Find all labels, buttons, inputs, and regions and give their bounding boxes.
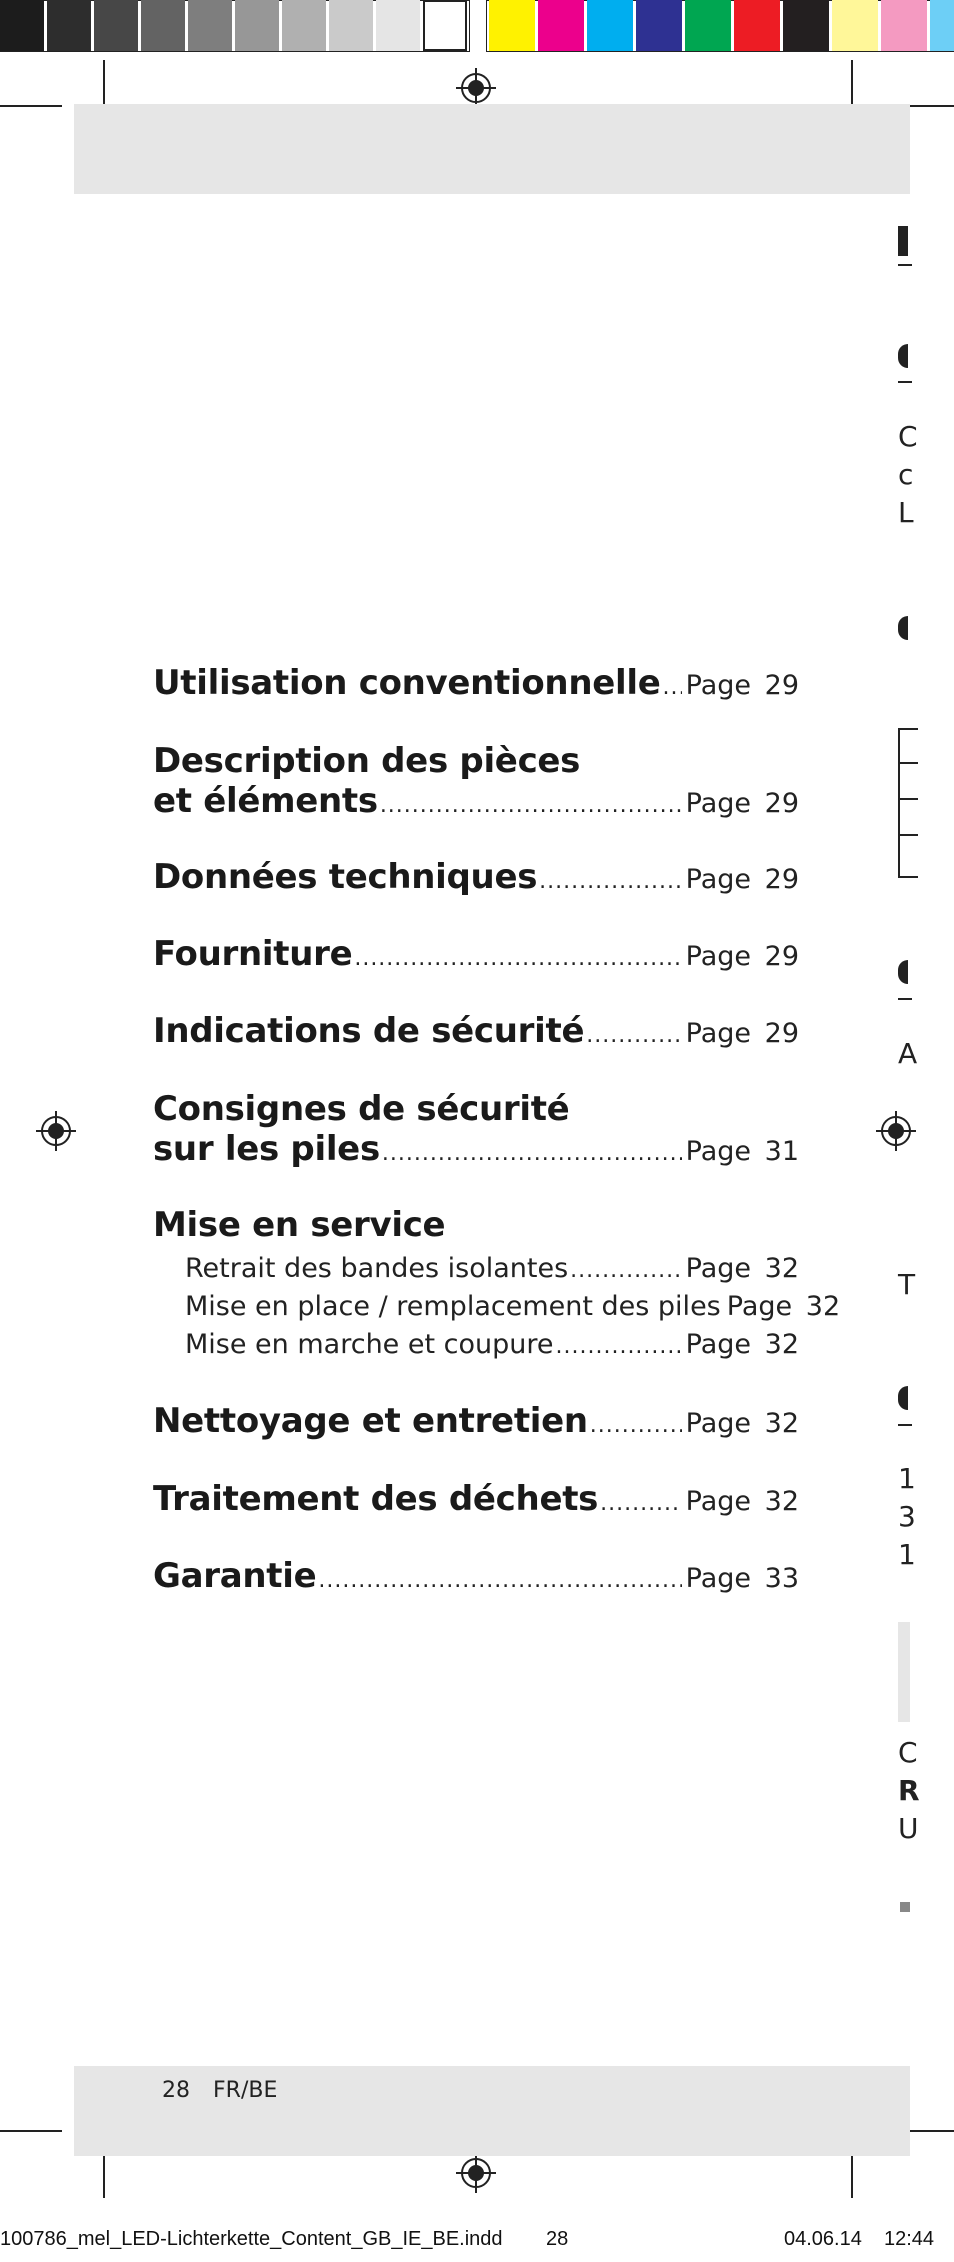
edge-heading-block xyxy=(898,616,908,640)
edge-text: C xyxy=(898,420,918,453)
color-swatch xyxy=(832,0,878,51)
gray-swatch xyxy=(0,0,44,51)
toc-title: Description des pièces xyxy=(153,741,581,781)
toc-entry[interactable] xyxy=(153,1011,799,1051)
leader-dots xyxy=(380,793,682,818)
page-number: 29 xyxy=(764,788,799,819)
color-swatch xyxy=(587,0,633,51)
crop-mark xyxy=(103,60,105,110)
edge-text: U xyxy=(898,1812,919,1845)
toc-title: Données techniques xyxy=(153,857,538,897)
edge-text: L xyxy=(898,496,914,529)
color-swatch xyxy=(538,0,584,51)
edge-text: 1 xyxy=(898,1462,916,1495)
toc-title-continued: sur les piles xyxy=(153,1129,380,1169)
edge-bullet xyxy=(900,1902,910,1912)
toc-subtitle: Retrait des bandes isolantes xyxy=(185,1253,569,1284)
toc-title: Consignes de sécurité xyxy=(153,1089,570,1129)
gray-swatch xyxy=(235,0,279,51)
toc-entry[interactable] xyxy=(153,1401,799,1441)
page-number: 33 xyxy=(764,1563,799,1594)
gray-swatch xyxy=(376,0,420,51)
leader-dots xyxy=(590,1413,682,1438)
page-label: Page xyxy=(685,1018,751,1049)
page-label: Page xyxy=(685,1563,751,1594)
edge-text: T xyxy=(898,1268,916,1301)
gray-swatch xyxy=(94,0,138,51)
page-number: 32 xyxy=(764,1253,799,1284)
locale-label: FR/BE xyxy=(213,2078,278,2103)
page-number: 29 xyxy=(764,1018,799,1049)
toc-title: Mise en service xyxy=(153,1205,446,1245)
color-swatch xyxy=(881,0,927,51)
gray-swatch xyxy=(282,0,326,51)
leader-dots xyxy=(586,1023,681,1048)
edge-shaded-box xyxy=(898,1622,910,1722)
color-swatch xyxy=(783,0,829,51)
toc-subtitle: Mise en place / remplacement des piles xyxy=(185,1291,721,1322)
toc-subentry[interactable] xyxy=(153,1329,799,1360)
edge-text: 3 xyxy=(898,1500,916,1533)
page-number-footer: 28 xyxy=(162,2078,190,2103)
gray-swatch xyxy=(188,0,232,51)
page-number: 29 xyxy=(764,941,799,972)
registration-mark-icon xyxy=(36,1111,76,1151)
color-swatch xyxy=(636,0,682,51)
gray-swatch xyxy=(423,0,467,51)
leader-dots xyxy=(354,946,681,971)
toc-subentry[interactable] xyxy=(153,1253,799,1284)
crop-mark xyxy=(0,105,62,107)
leader-dots xyxy=(382,1141,682,1166)
gray-swatch xyxy=(47,0,91,51)
edge-rule xyxy=(898,998,912,1000)
header-band xyxy=(74,104,910,194)
edge-table-cell xyxy=(898,800,918,836)
edge-text: c xyxy=(898,458,914,491)
toc-entry[interactable] xyxy=(153,1205,799,1245)
toc-title: Fourniture xyxy=(153,934,353,974)
toc-entry[interactable] xyxy=(153,1089,799,1169)
crop-mark xyxy=(0,2130,62,2132)
toc-entry[interactable] xyxy=(153,934,799,974)
color-swatch xyxy=(930,0,954,51)
edge-rule xyxy=(898,1424,912,1426)
leader-dots xyxy=(318,1568,681,1593)
page-number: 29 xyxy=(764,864,799,895)
registration-mark-icon xyxy=(876,1111,916,1151)
edge-table-cell xyxy=(898,836,918,878)
page-label: Page xyxy=(726,1291,793,1322)
page-number: 32 xyxy=(764,1408,799,1439)
crop-mark xyxy=(851,60,853,110)
edge-heading-block xyxy=(898,1386,908,1410)
leader-dots xyxy=(600,1491,682,1516)
toc-entry[interactable] xyxy=(153,663,799,703)
page-label: Page xyxy=(685,941,751,972)
page-number: 31 xyxy=(764,1136,799,1167)
toc-entry[interactable] xyxy=(153,857,799,897)
leader-dots xyxy=(570,1258,681,1283)
toc-entry[interactable] xyxy=(153,1556,799,1596)
toc-title: Traitement des déchets xyxy=(153,1479,599,1519)
edge-text: R xyxy=(898,1774,920,1807)
color-swatch xyxy=(489,0,535,51)
slug-time: 12:44 xyxy=(884,2228,935,2250)
edge-text: C xyxy=(898,1736,918,1769)
edge-table-cell xyxy=(898,728,918,764)
page-number: 32 xyxy=(764,1329,799,1360)
edge-heading-block xyxy=(898,226,908,256)
slug-date: 04.06.14 xyxy=(784,2228,862,2250)
page-label: Page xyxy=(685,1486,751,1517)
toc-title: Garantie xyxy=(153,1556,317,1596)
toc-subtitle: Mise en marche et coupure xyxy=(185,1329,554,1360)
gray-swatch xyxy=(329,0,373,51)
page-label: Page xyxy=(685,1408,751,1439)
page-number: 32 xyxy=(764,1486,799,1517)
leader-dots xyxy=(539,869,681,894)
page-label: Page xyxy=(685,1253,751,1284)
toc-title: Nettoyage et entretien xyxy=(153,1401,588,1441)
edge-heading-block xyxy=(898,344,908,368)
toc-entry[interactable] xyxy=(153,1479,799,1519)
color-swatch xyxy=(685,0,731,51)
page-label: Page xyxy=(685,1136,751,1167)
toc-title: Utilisation conventionnelle xyxy=(153,663,661,703)
page-number: 29 xyxy=(764,670,799,701)
leader-dots xyxy=(556,1334,682,1359)
toc-title: Indications de sécurité xyxy=(153,1011,585,1051)
page-label: Page xyxy=(685,670,751,701)
edge-text: 1 xyxy=(898,1538,916,1571)
slug-page: 28 xyxy=(546,2228,569,2250)
page-number: 32 xyxy=(805,1291,841,1322)
edge-heading-block xyxy=(898,960,908,984)
edge-rule xyxy=(898,381,912,383)
footer-band xyxy=(74,2066,910,2156)
toc-title-continued: et éléments xyxy=(153,781,378,821)
leader-dots xyxy=(662,675,681,700)
gray-swatch xyxy=(141,0,185,51)
toc-entry[interactable] xyxy=(153,741,799,821)
page-label: Page xyxy=(685,788,751,819)
edge-text: A xyxy=(898,1037,918,1070)
registration-mark-icon xyxy=(456,68,496,108)
slug-filename: 100786_mel_LED-Lichterkette_Content_GB_IE_BE.indd xyxy=(0,2228,503,2250)
color-swatch xyxy=(734,0,780,51)
edge-table-cell xyxy=(898,764,918,800)
registration-mark-icon xyxy=(456,2153,496,2193)
page-label: Page xyxy=(685,864,751,895)
edge-rule xyxy=(898,264,912,266)
toc-subentry[interactable] xyxy=(153,1291,841,1322)
page-label: Page xyxy=(685,1329,751,1360)
